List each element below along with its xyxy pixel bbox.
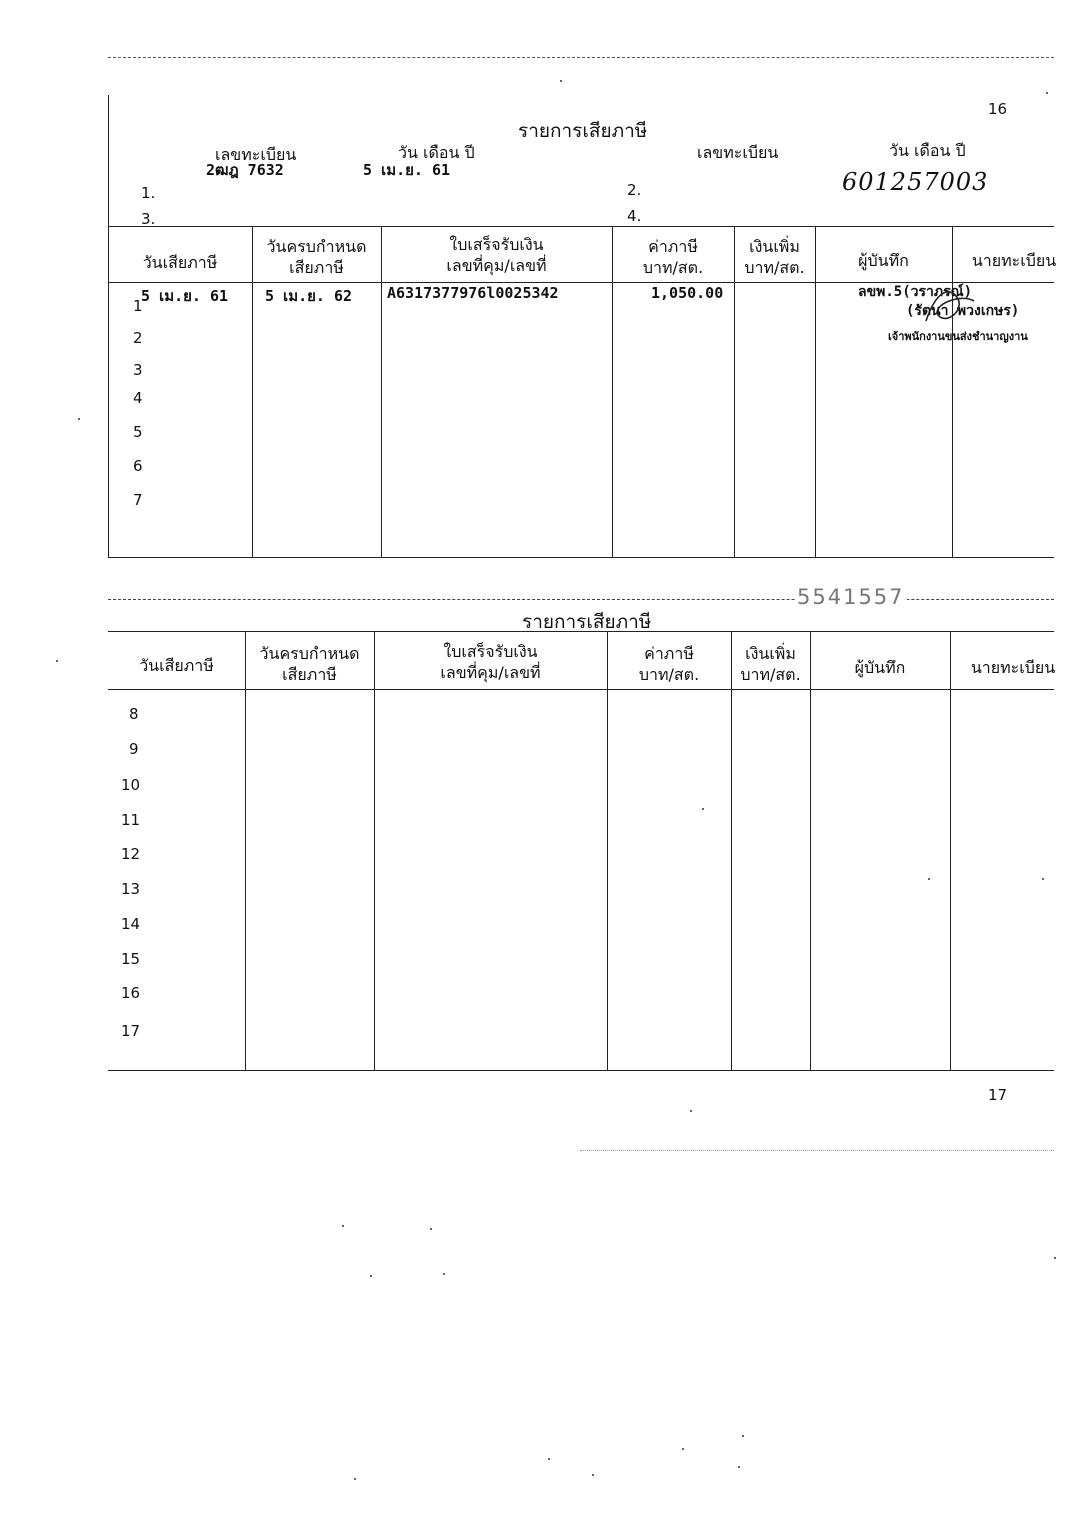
row-number: 4 — [133, 389, 143, 407]
upper-header-pay-date: วันเสียภาษี — [142, 253, 218, 272]
entry-registrar-name: (รัตนา พวงเกษร) — [906, 303, 1020, 319]
scan-speck — [682, 1448, 684, 1450]
upper-form-title: รายการเสียภาษี — [518, 120, 648, 142]
row-number: 1 — [133, 297, 143, 315]
lower-col-divider — [950, 631, 951, 1070]
row-number: 11 — [121, 811, 141, 829]
row-number: 2 — [133, 329, 143, 347]
upper-col-divider — [952, 226, 953, 557]
row-number: 5 — [133, 423, 143, 441]
lower-table-header-border — [108, 689, 1054, 690]
upper-header-surcharge: เงินเพิ่ม บาท/สต. — [744, 237, 805, 277]
handwritten-number: 601257003 — [842, 168, 989, 196]
scan-speck — [592, 1474, 594, 1476]
entry-recorder: ลขพ.5(วราภรณ์) — [858, 284, 973, 300]
entry-pay-date: 5 เม.ย. 61 — [141, 287, 229, 305]
scan-speck — [742, 1435, 744, 1437]
row-number: 16 — [121, 984, 141, 1002]
entry-registrar-title: เจ้าพนักงานขนส่งชำนาญงาน — [888, 330, 1028, 343]
row-number: 7 — [133, 491, 143, 509]
scan-speck — [443, 1273, 445, 1275]
upper-col-divider — [815, 226, 816, 557]
lower-header-tax: ค่าภาษี บาท/สต. — [638, 644, 700, 684]
lower-col-divider — [374, 631, 375, 1070]
upper-table-bottom-border — [108, 557, 1054, 558]
lower-header-recorder: ผู้บันทึก — [854, 658, 906, 677]
page-number-bottom: 17 — [988, 1086, 1008, 1104]
page-number-top: 16 — [988, 100, 1008, 118]
scan-speck — [370, 1275, 372, 1277]
row-number: 17 — [121, 1022, 141, 1040]
upper-table-top-border — [108, 226, 1054, 227]
left-date-value: 5 เม.ย. 61 — [363, 161, 451, 179]
left-reg-value: 2ฒฎ 7632 — [206, 161, 284, 179]
scan-speck — [928, 878, 930, 880]
lower-col-divider — [245, 631, 246, 1070]
row-number: 14 — [121, 915, 141, 933]
scan-speck — [560, 80, 562, 82]
upper-header-registrar: นายทะเบียน — [971, 251, 1057, 270]
scan-edge-line — [580, 1150, 1054, 1151]
row-number: 9 — [129, 740, 139, 758]
scan-speck — [702, 808, 704, 810]
scan-speck — [56, 660, 58, 662]
slot-label-3: 3. — [141, 210, 156, 228]
scan-edge-line — [108, 57, 1054, 58]
scan-speck — [1054, 1257, 1056, 1259]
scan-speck — [78, 418, 80, 420]
left-reg-label: เลขทะเบียน — [215, 145, 297, 164]
lower-header-pay-date: วันเสียภาษี — [139, 656, 214, 675]
scan-speck — [342, 1225, 344, 1227]
scan-speck — [738, 1466, 740, 1468]
lower-header-receipt: ใบเสร็จรับเงิน เลขที่คุม/เลขที่ — [440, 642, 541, 682]
slot-label-2: 2. — [627, 181, 642, 199]
scan-speck — [430, 1228, 432, 1230]
scan-speck — [354, 1478, 356, 1480]
row-number: 12 — [121, 845, 141, 863]
lower-header-surcharge: เงินเพิ่ม บาท/สต. — [740, 644, 801, 684]
signature-icon — [920, 283, 980, 333]
faded-number: 5541557 — [797, 585, 905, 609]
entry-due-date: 5 เม.ย. 62 — [265, 287, 353, 305]
right-reg-label: เลขทะเบียน — [697, 143, 779, 162]
slot-label-4: 4. — [627, 207, 642, 225]
lower-col-divider — [731, 631, 732, 1070]
left-date-label: วัน เดือน ปี — [398, 143, 475, 162]
scan-speck — [1042, 878, 1044, 880]
upper-header-tax: ค่าภาษี บาท/สต. — [642, 237, 704, 277]
lower-header-registrar: นายทะเบียน — [970, 658, 1056, 677]
row-number: 10 — [121, 776, 141, 794]
row-number: 3 — [133, 361, 143, 379]
scan-speck — [1046, 92, 1048, 94]
upper-header-recorder: ผู้บันทึก — [858, 251, 909, 270]
slot-label-1: 1. — [141, 184, 156, 202]
row-number: 6 — [133, 457, 143, 475]
upper-header-due-date: วันครบกำหนด เสียภาษี — [266, 237, 367, 277]
lower-col-divider — [607, 631, 608, 1070]
row-number: 8 — [129, 705, 139, 723]
upper-header-receipt: ใบเสร็จรับเงิน เลขที่คุม/เลขที่ — [446, 235, 547, 275]
row-number: 15 — [121, 950, 141, 968]
lower-header-due-date: วันครบกำหนด เสียภาษี — [259, 644, 360, 684]
right-date-label: วัน เดือน ปี — [889, 141, 966, 160]
entry-receipt: A6317377976l0025342 — [387, 284, 559, 302]
lower-col-divider — [810, 631, 811, 1070]
cut-line — [108, 599, 1054, 600]
row-number: 13 — [121, 880, 141, 898]
scan-speck — [548, 1458, 550, 1460]
entry-tax: 1,050.00 — [651, 284, 724, 302]
upper-form-left-border — [108, 95, 109, 557]
lower-table-top-border — [108, 631, 1054, 632]
lower-table-bottom-border — [108, 1070, 1054, 1071]
scan-speck — [690, 1110, 692, 1112]
lower-form-title: รายการเสียภาษี — [520, 607, 653, 637]
